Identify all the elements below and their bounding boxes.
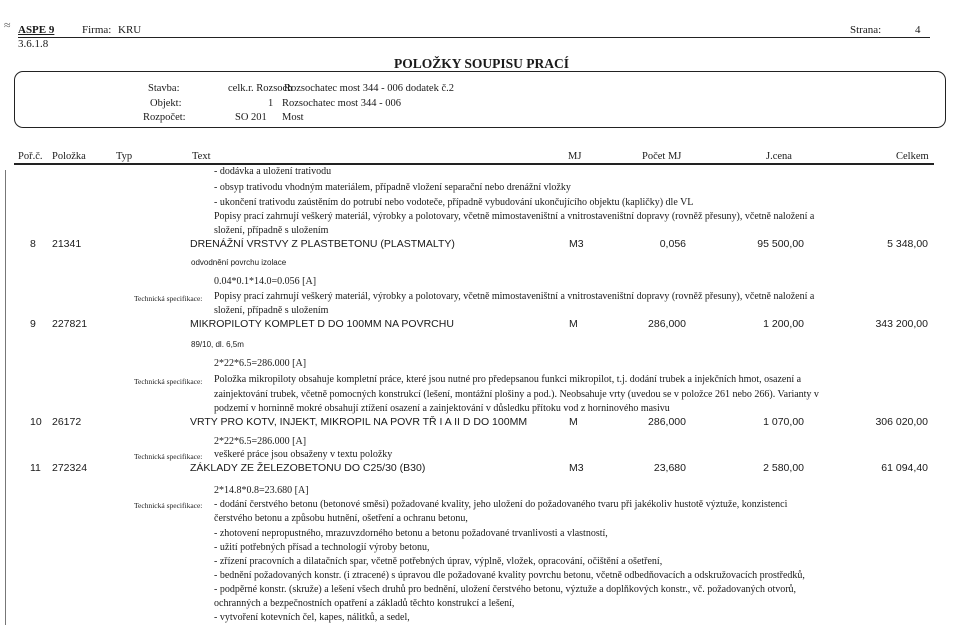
- spec-line: - bednění požadovaných konstr. (i ztracené) s úpravou dle požadované kvality povrchu betonu, včetně odbedňovacích a odskružovacích prostředků,: [214, 570, 805, 581]
- rozpocet-name: Most: [282, 112, 304, 123]
- app-name: ASPE 9: [18, 24, 55, 36]
- stavba-label: Stavba:: [148, 83, 180, 94]
- col-pocet: Počet MJ: [642, 151, 682, 162]
- row-celkem: 5 348,00: [887, 238, 928, 250]
- row-jcena: 1 200,00: [763, 318, 804, 330]
- row-formula: 2*14.8*0.8=23.680 [A]: [214, 485, 309, 496]
- row-polozka: 26172: [52, 416, 82, 428]
- row-jcena: 2 580,00: [763, 462, 804, 474]
- col-text: Text: [192, 151, 211, 162]
- column-rule: [14, 163, 934, 165]
- firma-value: KRU: [118, 24, 142, 36]
- text-line: - obsyp trativodu vhodným materiálem, případně vložení separační nebo drenážní vložky: [214, 182, 571, 193]
- col-celkem: Celkem: [896, 151, 929, 162]
- stavba-name: Rozsochatec most 344 - 006 dodatek č.2: [284, 83, 454, 94]
- spec-line: čerstvého betonu a způsobu hutnění, ošetření a ochranu betonu,: [214, 513, 468, 524]
- spec-line: veškeré práce jsou obsaženy v textu položky: [214, 449, 393, 460]
- row-pocet: 286,000: [648, 416, 686, 428]
- objekt-code: 1: [268, 98, 274, 109]
- spec-line: Položka mikropiloty obsahuje kompletní práce, které jsou nutné pro předepsanou funkci mikropilot, t.j. dodání trubek a injekčních hmot, osazení a: [214, 374, 802, 385]
- row-pocet: 23,680: [653, 462, 686, 474]
- tech-spec-label: Technická specifikace:: [134, 501, 203, 510]
- text-line: složení, případně s uložením: [214, 225, 329, 236]
- row-note: 89/10, dl. 6,5m: [191, 340, 244, 349]
- strana-label: Strana:: [850, 24, 882, 36]
- objekt-name: Rozsochatec most 344 - 006: [282, 98, 401, 109]
- strana-value: 4: [915, 24, 921, 36]
- left-margin-rule: [5, 170, 6, 625]
- row-note: odvodnění povrchu izolace: [191, 258, 287, 267]
- spec-line: zainjektování trubek, včetně pomocných konstrukcí (lešení, montážní plošiny a pod.). Neobsahuje vrty (uvedou se v položce 261 nebo 266). Varianty v: [214, 389, 819, 400]
- row-polozka: 21341: [52, 238, 82, 250]
- row-formula: 0.04*0.1*14.0=0.056 [A]: [214, 276, 317, 287]
- tech-spec-label: Technická specifikace:: [134, 452, 203, 461]
- row-pocet: 286,000: [648, 318, 686, 330]
- row-celkem: 343 200,00: [875, 318, 928, 330]
- row-por: 8: [30, 238, 36, 250]
- row-formula: 2*22*6.5=286.000 [A]: [214, 436, 307, 447]
- row-por: 11: [30, 462, 41, 474]
- rozpocet-label: Rozpočet:: [143, 112, 186, 123]
- row-name: MIKROPILOTY KOMPLET D DO 100MM NA POVRCHU: [190, 318, 454, 330]
- firma-label: Firma:: [82, 24, 112, 36]
- col-por: Poř.č.: [18, 151, 43, 162]
- row-name: DRENÁŽNÍ VRSTVY Z PLASTBETONU (PLASTMALTY): [190, 238, 455, 250]
- header-rule: [18, 37, 930, 38]
- row-polozka: 227821: [52, 318, 88, 330]
- rozpocet-code: SO 201: [235, 112, 267, 123]
- spec-line: - vytvoření kotevních čel, kapes, nálitků, a sedel,: [214, 612, 410, 623]
- col-mj: MJ: [568, 151, 582, 162]
- row-jcena: 95 500,00: [757, 238, 804, 250]
- tech-spec-label: Technická specifikace:: [134, 294, 203, 303]
- spec-line: - užití potřebných přísad a technologií výroby betonu,: [214, 542, 430, 553]
- spec-line: - podpěrné konstr. (skruže) a lešení všech druhů pro bednění, uložení čerstvého betonu, výztuže a doplňkových konstr., vč. požadovaných otvorů,: [214, 584, 797, 595]
- text-line: - dodávka a uložení trativodu: [214, 166, 332, 177]
- row-mj: M: [569, 416, 578, 428]
- row-mj: M: [569, 318, 578, 330]
- row-por: 9: [30, 318, 36, 330]
- spec-line: Popisy prací zahrnují veškerý materiál, výrobky a polotovary, včetně mimostaveništní a vnitrostaveništní dopravy (rovněž přesuny), včetně naložení a: [214, 291, 815, 302]
- objekt-label: Objekt:: [150, 98, 182, 109]
- spec-line: podzemí v horninně mokré obsahují ztížení osazení a zainjektování v důsledku přítoku vod z horninového masivu: [214, 403, 670, 414]
- row-mj: M3: [569, 462, 584, 474]
- spec-line: - dodání čerstvého betonu (betonové směsi) požadované kvality, jeho uložení do požadovaného tvaru při jakékoliv hustotě výztuže, konzistenci: [214, 499, 788, 510]
- spec-line: ochranných a bezpečnostních opatření a základů těchto konstrukcí a lešení,: [214, 598, 515, 609]
- spec-line: složení, případně s uložením: [214, 305, 329, 316]
- spec-line: - zhotovení nepropustného, mrazuvzdorného betonu a betonu požadované trvanlivosti a vlastností,: [214, 528, 608, 539]
- stavba-code: celk.r. Rozsoch: [228, 83, 293, 94]
- col-jcena: J.cena: [766, 151, 792, 162]
- tech-spec-label: Technická specifikace:: [134, 377, 203, 386]
- text-line: - ukončení trativodu zaústěním do potrubí nebo vodoteče, případně vybudování ukončujícího objektu (kapličky) dle VL: [214, 197, 694, 208]
- row-jcena: 1 070,00: [763, 416, 804, 428]
- version: 3.6.1.8: [18, 38, 49, 50]
- row-por: 10: [30, 416, 42, 428]
- col-typ: Typ: [116, 151, 133, 162]
- row-mj: M3: [569, 238, 584, 250]
- col-polozka: Položka: [52, 151, 86, 162]
- row-polozka: 272324: [52, 462, 88, 474]
- page-title: POLOŽKY SOUPISU PRACÍ: [394, 56, 570, 71]
- row-formula: 2*22*6.5=286.000 [A]: [214, 358, 307, 369]
- logo-icon: ≈: [4, 18, 11, 32]
- spec-line: - zřízení pracovních a dilatačních spar, včetně potřebných úprav, výplně, vložek, opracování, očištění a ošetření,: [214, 556, 663, 567]
- row-celkem: 306 020,00: [875, 416, 928, 428]
- row-pocet: 0,056: [659, 238, 686, 250]
- row-celkem: 61 094,40: [881, 462, 928, 474]
- text-line: Popisy prací zahrnují veškerý materiál, výrobky a polotovary, včetně mimostaveništní a vnitrostaveništní dopravy (rovněž přesuny), včetně naložení a: [214, 211, 815, 222]
- row-name: VRTY PRO KOTV, INJEKT, MIKROPIL NA POVR TŘ I A II D DO 100MM: [190, 416, 528, 428]
- row-name: ZÁKLADY ZE ŽELEZOBETONU DO C25/30 (B30): [190, 462, 426, 474]
